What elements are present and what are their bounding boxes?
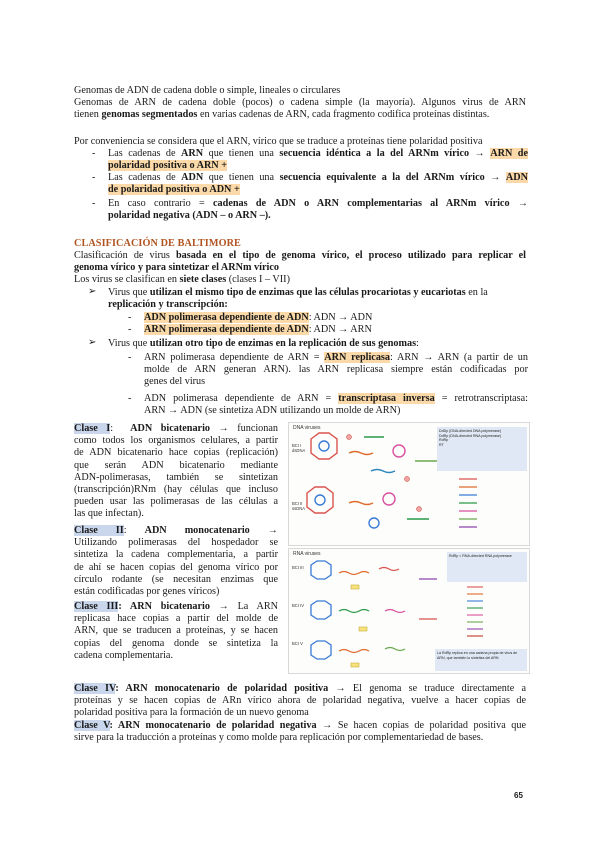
class-3: Clase III: ARN bicatenario → La ARN replicasa hace copias a partir del molde de ARN, que se traducen a proteínas, y se hacen copias del genoma donde se sintetiza la cadena complementaria. [74,601,278,661]
class-label: ssDNA [292,506,306,511]
legend-lines [457,475,521,535]
class-2: Clase II: ADN monocatenario → Utilizando polimerasas del hospedador se sintetiza la cadena complementaria, a partir de ahí se hacen copias del genoma vírico por círculo rodante (se necesitan enzimas que están codificadas por genes víricos) [74,525,278,598]
intro-line-1: Genomas de ADN de cadena doble o simple, lineales o circulares [74,85,341,96]
group-2: Virus que utilizan otro tipo de enzimas en la replicación de sus genomas: [108,338,419,349]
bullet-dash: - [128,324,132,335]
group-1-cont: replicación y transcripción: [108,299,228,310]
intro-line-3: tienen genomas segmentados en varias cadenas de ARN, cada fragmento codifica proteínas distintas. [74,109,490,121]
group-1: Virus que utilizan el mismo tipo de enzimas que las células procariotas y eucariotas en la [108,287,488,298]
class-label: dsDNA [292,448,306,453]
figure-note: La RdRp replica en una cadena propia de virus de ARN, que también lo sintetiza del ARN [435,649,527,671]
group-1-sub-1: ADN polimerasa dependiente de ADN: ADN → ADN [144,312,373,323]
dna-viruses-figure [288,422,530,546]
arrow-bullet: ➢ [88,337,97,348]
baltimore-p1-cont: genoma vírico y para sintetizar el ARNm vírico [74,262,279,273]
figure-legend: RdRp = RNA-directed RNA polymerase [447,552,527,582]
figure-title: RNA viruses [293,551,321,557]
class-label: BCI I [292,443,302,448]
bullet-dash: - [128,393,132,404]
group-2-sub-2-l2: ARN → ADN (se sintetiza ADN utilizando un molde de ARN) [144,405,401,416]
polarity-bullet-1: Las cadenas de ARN que tienen una secuencia idéntica a la del ARNm vírico → ARN de [108,148,528,159]
class-1: Clase I: ADN bicatenario → funcionan como todos los organismos celulares, a partir de ADN bicatenario hace copias (replicación) que serán ADN bicatenario mediante ADN-polimerasas, también se sintetizan (transcripción)RNm (hay células que incluso pueden usar las polimerasas de las células a las que infectan). [74,423,278,520]
group-2-sub-1-l2: molde de ARN generan ARN). las ARN replicasa siempre están codificadas por [144,364,528,375]
rna-viruses-figure [288,548,530,674]
class-5: Clase V: ARN monocatenario de polaridad negativa → Se hacen copias de polaridad positiva que sirve para la traducción a proteínas y como molde para replicación por complementariedad de bases. [74,720,526,744]
intro-block [74,85,526,122]
baltimore-p1: Clasificación de virus basada en el tipo de genoma vírico, el proceso utilizado para replicar el [74,250,526,261]
class-label: BCI II [292,501,303,506]
group-2-sub-1-l3: genes del virus [144,376,206,387]
class-label: BCI III [292,565,304,570]
bullet-dash: - [92,148,96,159]
polarity-bullet-3: En caso contrario = cadenas de ADN o ARN complementarias al ARNm vírico → [108,198,529,209]
baltimore-p2: Los virus se clasifican en siete clases (clases I – VII) [74,274,290,285]
legend-lines [465,583,523,645]
group-2-sub-1: ARN polimerasa dependiente de ARN = ARN replicasa: ARN → ARN (a partir de un [144,352,528,363]
polarity-intro: Por conveniencia se considera que el ARN, vírico que se traduce a proteínas tiene polaridad positiva [74,136,483,147]
bullet-dash: - [92,172,96,183]
group-2-sub-2: ADN polimerasa dependiente de ARN = transcriptasa inversa = retrotranscriptasa: [144,393,528,404]
polarity-bullet-2-cont: de polaridad positiva o ADN + [108,184,240,195]
figure-legend: DdDp (DNA-directed DNA polymerase) DdRp (DNA-directed RNA polymerase) RdRp RT [437,427,527,471]
legend-swatches [465,583,523,645]
class-label: BCI IV [292,603,305,608]
section-heading: CLASIFICACIÓN DE BALTIMORE [74,238,241,249]
polarity-bullet-3-cont: polaridad negativa (ADN – o ARN –). [108,210,271,221]
class-label: BCI V [292,641,303,646]
class-4: Clase IV: ARN monocatenario de polaridad positiva → El genoma se traduce directamente a proteínas y se hacen copias de ARn vírico ahora de polaridad negativa, vuelve a hacer copias de polaridad positiva para la formación de un nuevo genoma [74,683,527,719]
legend-swatches [457,475,521,535]
arrow-bullet: ➢ [88,286,97,297]
polarity-bullet-2: Las cadenas de ADN que tienen una secuencia equivalente a la del ARNm vírico → ADN [108,172,528,183]
figure-title: DNA viruses [293,425,321,431]
bullet-dash: - [128,312,132,323]
group-1-sub-2: ARN polimerasa dependiente de ADN: ADN → ARN [144,324,372,335]
bullet-dash: - [92,198,96,209]
page-number: 65 [514,791,523,800]
polarity-bullet-1-cont: polaridad positiva o ARN + [108,160,228,171]
bullet-dash: - [128,352,132,363]
intro-line-2: Genomas de ARN de cadena doble (pocos) o cadena simple (la mayoría). Algunos virus de ARN [74,97,526,109]
